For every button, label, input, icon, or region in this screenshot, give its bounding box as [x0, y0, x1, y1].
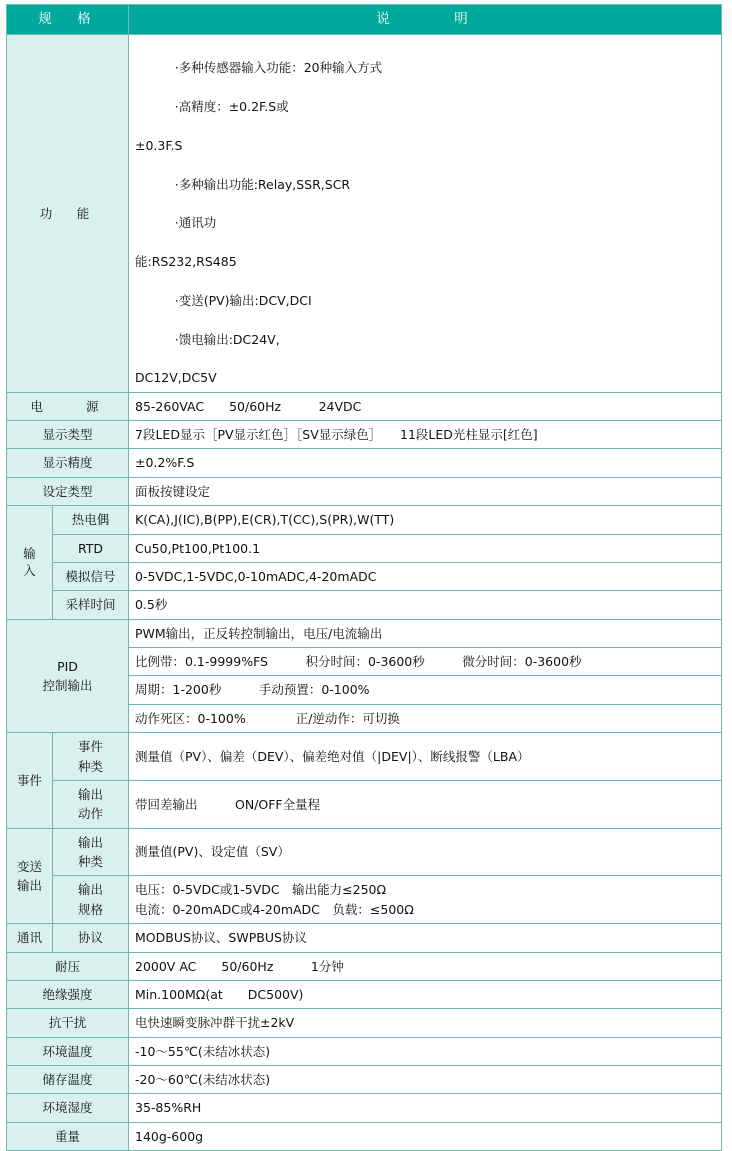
header-spec: 规 格 — [7, 5, 129, 35]
sub-label-event-kind-line2: 种类 — [77, 758, 103, 774]
row-label-transmit — [7, 828, 53, 924]
table-row-display-accuracy — [7, 449, 722, 477]
sub-label-rtd: RTD — [53, 534, 129, 562]
sub-label-transmit-kind — [53, 828, 129, 876]
sub-label-event-kind — [53, 733, 129, 781]
row-label-input — [7, 506, 53, 620]
row-label-event: 事件 — [7, 733, 53, 829]
sub-label-event-output-line2: 动作 — [77, 806, 103, 822]
sub-label-transmit-spec-line1: 输出 — [77, 882, 103, 898]
row-value-insulation: Min.100MΩ(at DC500V) — [129, 980, 722, 1008]
row-value-humidity: 35-85%RH — [129, 1094, 722, 1122]
table-row-event-kind — [7, 733, 722, 781]
function-line-2: ±0.3F.S — [135, 137, 183, 153]
sub-label-transmit-kind-line1: 输出 — [77, 834, 103, 850]
sub-label-transmit-spec — [53, 876, 129, 924]
row-value-analog: 0-5VDC,1-5VDC,0-10mADC,4-20mADC — [129, 562, 722, 590]
row-value-pid-3: 周期：1-200秒 手动预置：0-100% — [129, 676, 722, 704]
row-label-comm: 通讯 — [7, 924, 53, 952]
row-value-storage-temp: -20～60℃(未结冰状态) — [129, 1066, 722, 1094]
row-value-transmit-kind: 测量值(PV)、设定值（SV） — [129, 828, 722, 876]
table-row-storage-temp — [7, 1066, 722, 1094]
sub-label-sampling: 采样时间 — [53, 591, 129, 619]
row-label-humidity: 环境湿度 — [7, 1094, 129, 1122]
function-right-3: ·馈电输出:DC24V, — [174, 331, 280, 347]
row-value-pid-1: PWM输出，正反转控制输出，电压/电流输出 — [129, 619, 722, 647]
table-row-event-output — [7, 780, 722, 828]
row-label-function: 功 能 — [7, 34, 129, 392]
row-label-input-text: 输 入 — [23, 545, 36, 579]
row-value-display-type: 7段LED显示［PV显示红色］［SV显示绿色］ 11段LED光柱显示[红色] — [129, 421, 722, 449]
sub-label-event-output-line1: 输出 — [77, 786, 103, 802]
row-value-weight: 140g-600g — [129, 1122, 722, 1150]
row-value-power: 85-260VAC 50/60Hz 24VDC — [129, 392, 722, 420]
function-line-6: DC12V,DC5V — [135, 370, 217, 386]
row-label-power: 电 源 — [7, 392, 129, 420]
sub-label-comm-protocol: 协议 — [53, 924, 129, 952]
function-line-3: ·多种输出功能:Relay,SSR,SCR — [174, 176, 351, 192]
function-right-2: ·通讯功 — [174, 215, 217, 231]
row-value-transmit-spec — [129, 876, 722, 924]
table-row-setting-type — [7, 477, 722, 505]
table-row-function — [7, 34, 722, 392]
header-row — [7, 5, 722, 35]
row-value-comm: MODBUS协议、SWPBUS协议 — [129, 924, 722, 952]
function-right-1: ·高精度：±0.2F.S或 — [174, 99, 289, 115]
row-label-withstand: 耐压 — [7, 952, 129, 980]
sub-label-thermocouple: 热电偶 — [53, 506, 129, 534]
transmit-spec-line1: 电压：0-5VDC或1-5VDC 输出能力≤250Ω — [135, 882, 387, 898]
table-row-insulation — [7, 980, 722, 1008]
sub-label-transmit-spec-line2: 规格 — [77, 901, 103, 917]
table-row-input-sampling — [7, 591, 722, 619]
sub-label-event-kind-line1: 事件 — [77, 739, 103, 755]
row-value-pid-4: 动作死区：0-100% 正/逆动作：可切换 — [129, 704, 722, 732]
row-value-thermocouple: K(CA),J(IC),B(PP),E(CR),T(CC),S(PR),W(TT) — [129, 506, 722, 534]
row-label-weight: 重量 — [7, 1122, 129, 1150]
function-line-1: ·多种传感器输入功能：20种输入方式 — [174, 60, 383, 76]
row-value-setting-type: 面板按键设定 — [129, 477, 722, 505]
sub-label-event-output — [53, 780, 129, 828]
table-row-input-thermocouple — [7, 506, 722, 534]
table-row-comm — [7, 924, 722, 952]
row-label-display-type: 显示类型 — [7, 421, 129, 449]
table-row-ambient-temp — [7, 1037, 722, 1065]
header-description: 说 明 — [129, 5, 722, 35]
function-line-4: 能:RS232,RS485 — [135, 254, 237, 270]
row-label-ambient-temp: 环境温度 — [7, 1037, 129, 1065]
row-value-event-kind: 测量值（PV）、偏差（DEV）、偏差绝对值（|DEV|）、断线报警（LBA） — [129, 733, 722, 781]
table-row-input-rtd — [7, 534, 722, 562]
row-label-pid-line2: 控制输出 — [42, 677, 93, 693]
row-value-pid-2: 比例带：0.1-9999%FS 积分时间：0-3600秒 微分时间：0-3600秒 — [129, 648, 722, 676]
row-label-insulation: 绝缘强度 — [7, 980, 129, 1008]
row-label-pid-line1: PID — [57, 658, 78, 674]
row-value-function — [129, 34, 722, 392]
row-label-transmit-line1: 变送 — [16, 858, 42, 874]
function-line-5: ·变送(PV)输出:DCV,DCI — [174, 292, 312, 308]
row-label-emi: 抗干扰 — [7, 1009, 129, 1037]
row-label-setting-type: 设定类型 — [7, 477, 129, 505]
row-value-withstand: 2000V AC 50/60Hz 1分钟 — [129, 952, 722, 980]
row-value-event-output: 带回差输出 ON/OFF全量程 — [129, 780, 722, 828]
sub-label-transmit-kind-line2: 种类 — [77, 854, 103, 870]
row-label-transmit-line2: 输出 — [16, 877, 42, 893]
row-label-display-accuracy: 显示精度 — [7, 449, 129, 477]
table-row-pid-1 — [7, 619, 722, 647]
row-value-sampling: 0.5秒 — [129, 591, 722, 619]
row-value-ambient-temp: -10～55℃(未结冰状态) — [129, 1037, 722, 1065]
row-label-pid — [7, 619, 129, 733]
table-row-input-analog — [7, 562, 722, 590]
row-value-display-accuracy: ±0.2%F.S — [129, 449, 722, 477]
row-value-emi: 电快速瞬变脉冲群干扰±2kV — [129, 1009, 722, 1037]
row-value-rtd: Cu50,Pt100,Pt100.1 — [129, 534, 722, 562]
table-row-emi — [7, 1009, 722, 1037]
specification-table — [6, 4, 722, 1151]
table-row-transmit-spec — [7, 876, 722, 924]
table-row-power — [7, 392, 722, 420]
table-row-withstand — [7, 952, 722, 980]
sub-label-analog: 模拟信号 — [53, 562, 129, 590]
row-label-storage-temp: 储存温度 — [7, 1066, 129, 1094]
table-row-display-type — [7, 421, 722, 449]
transmit-spec-line2: 电流：0-20mADC或4-20mADC 负载：≤500Ω — [135, 901, 414, 917]
table-row-transmit-kind — [7, 828, 722, 876]
table-row-weight — [7, 1122, 722, 1150]
table-header — [7, 5, 722, 35]
table-row-humidity — [7, 1094, 722, 1122]
